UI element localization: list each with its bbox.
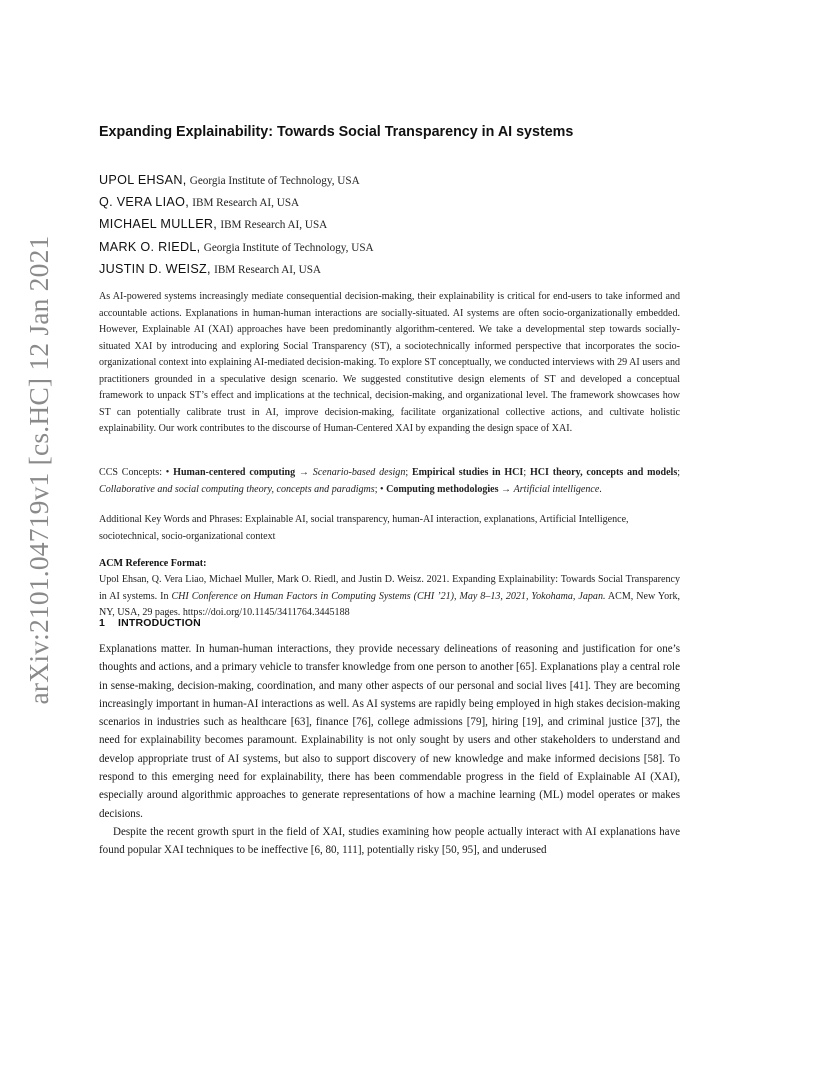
author-affiliation: Georgia Institute of Technology, USA xyxy=(189,175,360,187)
paper-title: Expanding Explainability: Towards Social Transparency in AI systems xyxy=(99,124,574,140)
acm-reference xyxy=(99,572,680,622)
ccs-concept: Human-centered computing xyxy=(173,467,296,478)
arxiv-watermark xyxy=(14,120,64,820)
ccs-subconcept: Scenario-based design xyxy=(312,467,406,478)
keywords: Additional Key Words and Phrases: Explainable AI, social transparency, human-AI interaction, explanations, Artificial Intelligence, sociotechnical, socio-organizational context xyxy=(99,514,629,542)
ccs-concept: HCI theory, concepts and models xyxy=(529,467,678,478)
ccs-subconcept: Artificial intelligence xyxy=(513,483,600,495)
introduction-body xyxy=(99,640,680,860)
reference-citation: Upol Ehsan, Q. Vera Liao, Michael Muller, Mark O. Riedl, and Justin D. Weisz. 2021. Expanding Explainability: Towards Social Transparency in AI systems. In xyxy=(99,574,680,602)
section-heading xyxy=(99,617,201,629)
author-entry xyxy=(99,172,739,194)
acm-reference-heading: ACM Reference Format: xyxy=(99,558,207,569)
arxiv-id: arXiv:2101.04719v1 [cs.HC] 12 Jan 2021 xyxy=(23,235,54,705)
ccs-separator: ; xyxy=(523,467,527,478)
ccs-end: . xyxy=(599,483,602,495)
section-number: 1 xyxy=(99,617,106,629)
ccs-label: CCS Concepts: • xyxy=(99,467,170,478)
ccs-concepts xyxy=(99,465,680,498)
author-name: JUSTIN D. WEISZ, xyxy=(99,261,211,276)
author-entry xyxy=(99,239,739,261)
ccs-arrow: → xyxy=(498,483,514,495)
ccs-arrow: → xyxy=(295,467,313,478)
author-name: UPOL EHSAN, xyxy=(99,173,187,187)
ccs-subconcept: Collaborative and social computing theory, concepts and paradigms xyxy=(99,483,375,495)
ccs-concept: Empirical studies in HCI xyxy=(411,467,524,478)
author-name: Q. VERA LIAO, xyxy=(99,195,189,210)
author-entry xyxy=(99,194,739,216)
author-affiliation: Georgia Institute of Technology, USA xyxy=(203,241,374,254)
author-name: MARK O. RIEDL, xyxy=(99,239,201,254)
author-list xyxy=(99,172,739,283)
reference-venue: CHI Conference on Human Factors in Computing Systems (CHI ’21), May 8–13, 2021, Yokohama, Japan. xyxy=(171,590,606,602)
paragraph: Despite the recent growth spurt in the field of XAI, studies examining how people actually interact with AI explanations have found popular XAI techniques to be ineffective [6, 80, 111], potentially risky [50, 95], and underused xyxy=(99,825,680,857)
author-affiliation: IBM Research AI, USA xyxy=(192,197,300,210)
author-affiliation: IBM Research AI, USA xyxy=(214,263,321,276)
ccs-separator: ; xyxy=(405,467,409,478)
section-title: INTRODUCTION xyxy=(118,617,201,629)
author-name: MICHAEL MULLER, xyxy=(99,217,218,232)
author-affiliation: IBM Research AI, USA xyxy=(220,219,328,232)
ccs-separator: ; • xyxy=(374,483,384,495)
reference-publisher: ACM, New York, NY, USA, 29 pages. https://doi.org/10.1145/3411764.3445188 xyxy=(99,590,680,618)
author-entry xyxy=(99,261,739,283)
ccs-separator: ; xyxy=(677,467,681,478)
abstract: As AI-powered systems increasingly mediate consequential decision-making, their explainability is critical for end-users to take informed and accountable actions. Explanations in human-human interactions are socially-situated. AI systems are often socio-organizationally embedded. However, Explainable AI (XAI) approaches have been predominantly algorithm-centered. We take a developmental step towards socially-situated XAI by introducing and exploring Social Transparency (ST), a sociotechnically informed perspective that incorporates the socio-organizational context into explaining AI-mediated decision-making. To explore ST conceptually, we conducted interviews with 29 AI users and practitioners grounded in a speculative design scenario. We suggested constitutive design elements of ST and developed a conceptual framework to unpack ST’s effect and implications at the technical, decision-making, and organizational level. The framework showcases how ST can potentially calibrate trust in AI, improve decision-making, facilitate organizational collective actions, and cultivate holistic explainability. Our work contributes to the discourse of Human-Centered XAI by expanding the design space of XAI. xyxy=(99,291,680,434)
ccs-concept: Computing methodologies xyxy=(386,483,499,495)
paragraph: Explanations matter. In human-human interactions, they provide necessary delineations of reasoning and justification for one’s thoughts and actions, and a primary vehicle to transfer knowledge from one person to another [65]. Explanations play a central role in sense-making, decision-making, coordination, and many other aspects of our personal and social lives [41]. They are becoming increasingly important in human-AI interactions as well. As AI systems are rapidly being employed in high stakes decision-making scenarios in industries such as healthcare [63], finance [76], college admissions [79], hiring [19], and criminal justice [37], the need for explainability becomes paramount. Explainability is not only sought by users and other stakeholders to understand and develop appropriate trust of AI systems, but also to support discovery of new knowledge and make informed decisions [58]. To respond to this emerging need for explainability, there has been commendable progress in the field of Explainable AI (XAI), especially around algorithmic approaches to generate representations of how a machine learning (ML) model operates or makes decisions. xyxy=(99,643,680,820)
author-entry xyxy=(99,216,739,238)
